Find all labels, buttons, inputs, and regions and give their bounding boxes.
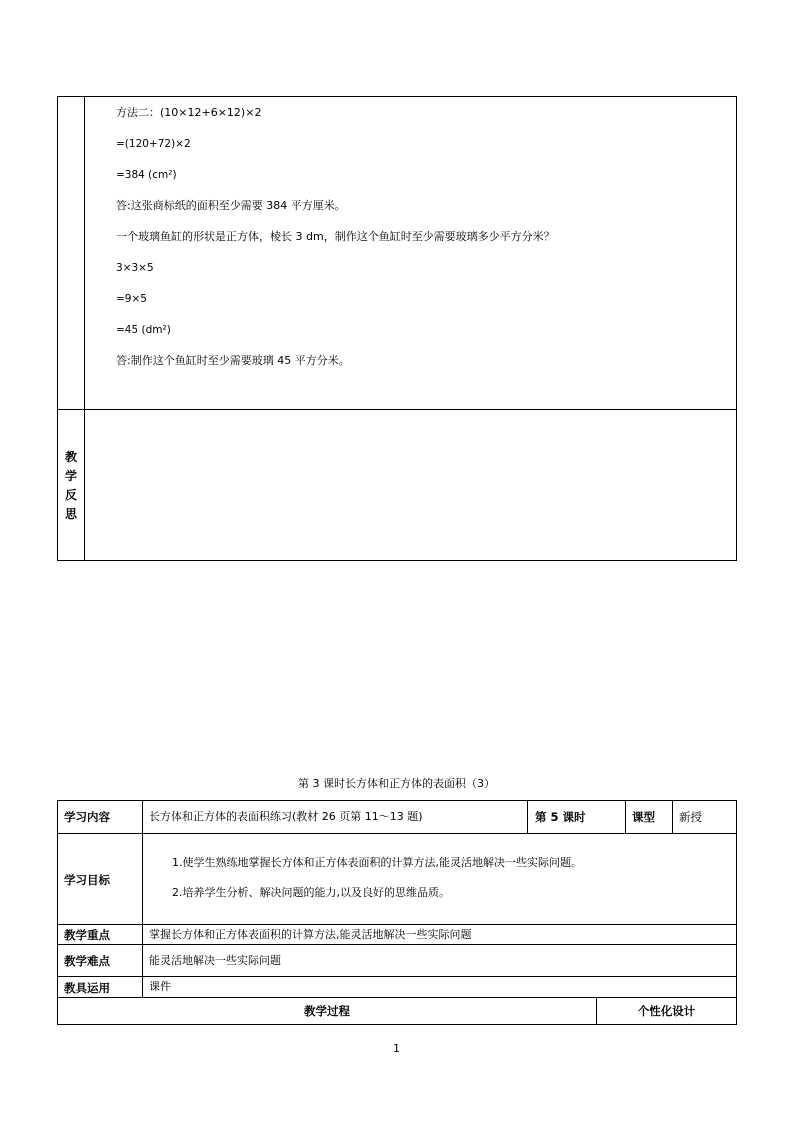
goal-item: 2.培养学生分析、解决问题的能力,以及良好的思维品质。 [172, 886, 450, 899]
lesson-title: 第 3 课时长方体和正方体的表面积（3） [298, 777, 495, 790]
calc-line: =45 (dm²) [116, 324, 171, 336]
process-label: 教学过程 [304, 1004, 350, 1018]
reflection-char: 教 [64, 450, 77, 464]
key-value: 掌握长方体和正方体表面积的计算方法,能灵活地解决一些实际问题 [149, 928, 472, 941]
goal-item: 1.使学生熟练地掌握长方体和正方体表面积的计算方法,能灵活地解决一些实际问题。 [172, 856, 582, 869]
reflection-char: 思 [64, 507, 77, 521]
answer-line: 答:这张商标纸的面积至少需要 384 平方厘米。 [116, 199, 346, 212]
goals-label: 学习目标 [64, 873, 110, 887]
content-value: 长方体和正方体的表面积练习(教材 26 页第 11～13 题) [149, 810, 423, 823]
answer-line: 答:制作这个鱼缸时至少需要玻璃 45 平方分米。 [116, 354, 350, 367]
calc-line: =(120+72)×2 [116, 138, 191, 150]
type-label: 课型 [632, 810, 655, 824]
calc-line: =9×5 [116, 293, 147, 305]
difficulty-label: 教学难点 [64, 954, 110, 968]
key-label: 教学重点 [64, 928, 110, 942]
difficulty-value: 能灵活地解决一些实际问题 [149, 954, 281, 967]
page-number: 1 [393, 1042, 400, 1055]
problem-line: 一个玻璃鱼缸的形状是正方体，棱长 3 dm，制作这个鱼缸时至少需要玻璃多少平方分米？ [116, 230, 555, 243]
calc-line: =384 (cm²) [116, 169, 177, 181]
reflection-char: 学 [64, 469, 77, 483]
reflection-char: 反 [64, 488, 77, 502]
calc-line: 3×3×5 [116, 262, 154, 274]
type-value: 新授 [679, 810, 702, 824]
personal-design-label: 个性化设计 [637, 1004, 696, 1018]
period-value: 第 5 课时 [535, 810, 586, 824]
tools-value: 课件 [149, 980, 171, 993]
method-two-line: 方法二：(10×12+6×12)×2 [116, 106, 262, 119]
content-label: 学习内容 [64, 810, 110, 824]
tools-label: 教具运用 [64, 981, 110, 995]
